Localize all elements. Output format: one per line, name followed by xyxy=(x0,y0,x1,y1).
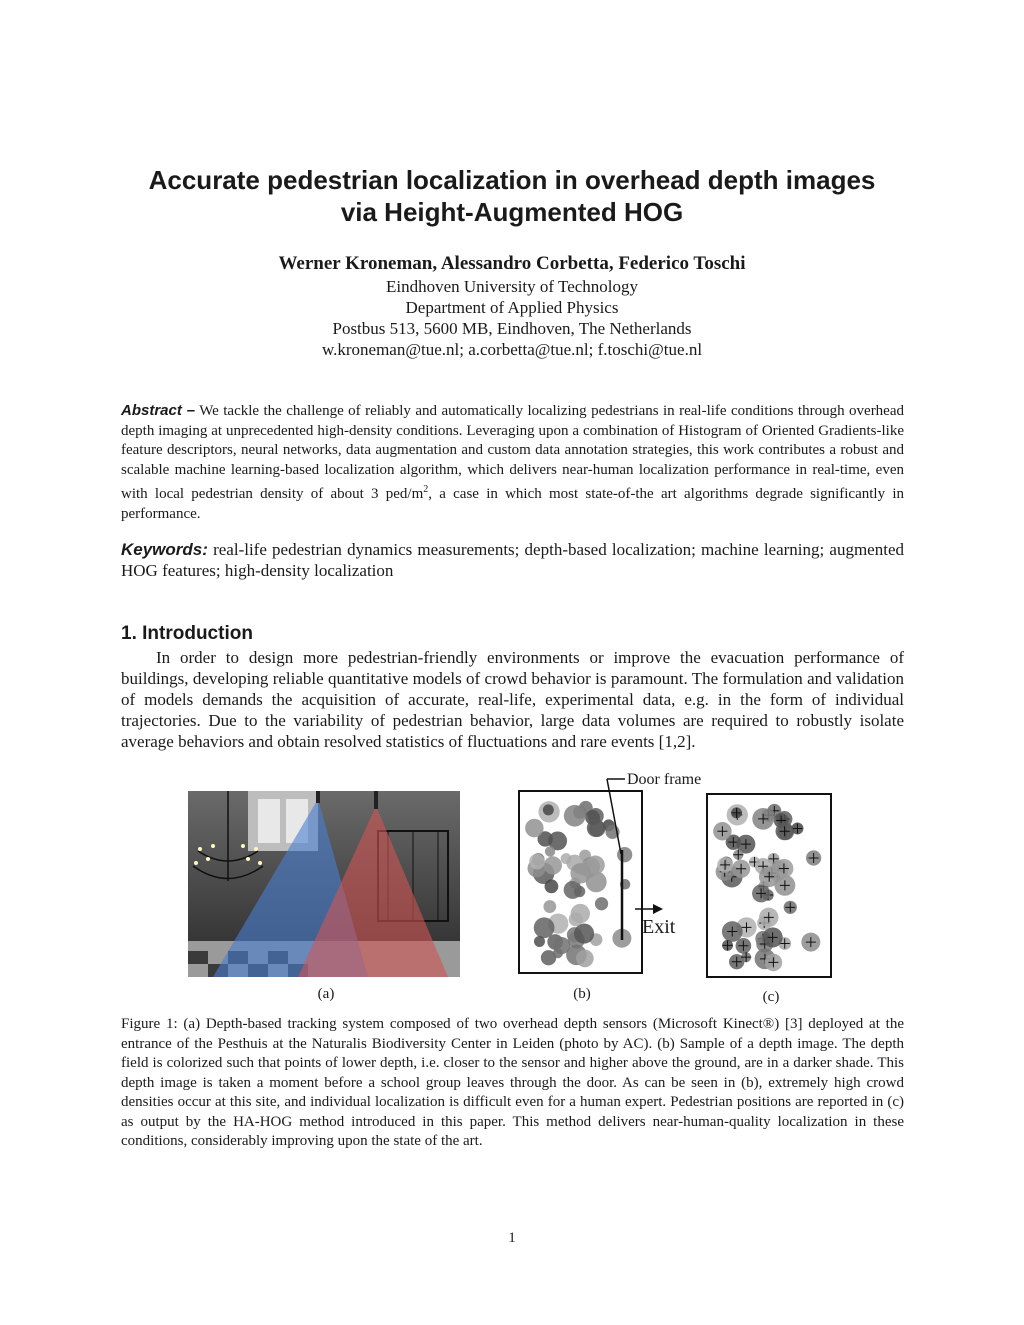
depth-blob xyxy=(564,805,586,827)
depth-blob xyxy=(545,846,555,856)
depth-blob xyxy=(525,819,543,837)
abstract-text-end: , a case in which most state-of-the art algorithms degrade significantly in performance. xyxy=(121,486,904,522)
exit-label: Exit xyxy=(642,916,676,938)
authors: Werner Kroneman, Alessandro Corbetta, Federico Toschi xyxy=(278,253,746,274)
keywords xyxy=(121,539,904,581)
depth-blob xyxy=(545,879,559,893)
abstract-text: We tackle the challenge of reliably and automatically localizing pedestrians in real-life conditions through overhead depth imaging at unprecedented high-density conditions. Leveraging upon a combination of Histogram of Oriented Gradients-like feature descriptors, neural networks, data augmentation and custom data annotation strategies, this work contributes a robust and scalable machine learning-based localization algorithm, which delivers near-human localization performance in real-time, even with local pedestrian density of about 3 ped/m xyxy=(121,403,905,502)
figure-annotations xyxy=(595,774,665,924)
figure-caption: Figure 1: (a) Depth-based tracking system composed of two overhead depth sensors (Microsoft Kinect®) [3] deployed at the entrance of the Pesthuis at the Naturalis Biodiversity Center in Leiden (photo by AC). (b) Sample of a depth image. The depth field is colorized such that points of lower depth, i.e. closer to the sensor and higher above the ground, are in a darker shade. This depth image is taken a moment before a school group leaves through the door. As can be seen in (b), extremely high crowd densities occur at this site, and individual localization is difficult even for a human expert. Pedestrian positions are reported in (c) as output by the HA-HOG method introduced in this paper. This method delivers near-human-quality localization in these conditions, considerably improving upon the state of the art. xyxy=(121,1016,904,1149)
abstract-superscript: 2 xyxy=(423,484,429,495)
intro-paragraph: In order to design more pedestrian-friendly environments or improve the evacuation performance of buildings, developing reliable quantitative models of crowd behavior is paramount. The formulation and validation of models demands the acquisition of accurate, real-life, experimental data, e.g. in the form of individual trajectories. Due to the variability of pedestrian behavior, large data volumes are required to robustly isolate average behaviors and obtain resolved statistics of fluctuations and rare events [1,2]. xyxy=(121,648,904,751)
keywords-label: Keywords: xyxy=(121,540,208,559)
affiliation-university: Eindhoven University of Technology xyxy=(385,277,639,296)
figure-1c-localization xyxy=(706,793,832,978)
figure-1a-photo xyxy=(188,791,460,977)
depth-blob xyxy=(529,854,545,870)
affiliation-address: Postbus 513, 5600 MB, Eindhoven, The Netherlands xyxy=(332,319,692,338)
depth-blob xyxy=(534,917,555,938)
figure-1b-label: (b) xyxy=(573,986,591,1002)
keywords-text: real-life pedestrian dynamics measurements; depth-based localization; machine learning; augmented HOG features; high-density localization xyxy=(121,540,904,580)
title-line-2: via Height-Augmented HOG xyxy=(340,197,684,227)
page-number: 1 xyxy=(508,1230,516,1246)
depth-blob xyxy=(553,937,570,954)
depth-blob xyxy=(564,881,582,899)
depth-blob xyxy=(543,804,554,815)
abstract-label: Abstract – xyxy=(121,402,196,419)
depth-blob xyxy=(534,936,545,947)
figure-1c-label: (c) xyxy=(762,989,780,1005)
section-heading: 1. Introduction xyxy=(121,623,253,644)
depth-blob xyxy=(543,900,556,913)
door-frame-label: Door frame xyxy=(627,771,702,788)
affiliation-department: Department of Applied Physics xyxy=(405,298,619,317)
depth-blob xyxy=(574,924,594,944)
figure-1a-label: (a) xyxy=(317,986,335,1002)
affiliation-emails: w.kroneman@tue.nl; a.corbetta@tue.nl; f.toschi@tue.nl xyxy=(321,340,703,359)
depth-blob xyxy=(576,950,594,968)
abstract xyxy=(121,401,904,524)
title-line-1: Accurate pedestrian localization in overhead depth images xyxy=(148,165,876,195)
depth-blob xyxy=(544,856,562,874)
depth-blob xyxy=(570,863,591,884)
paper-title xyxy=(0,164,1024,228)
depth-blob xyxy=(571,904,590,923)
